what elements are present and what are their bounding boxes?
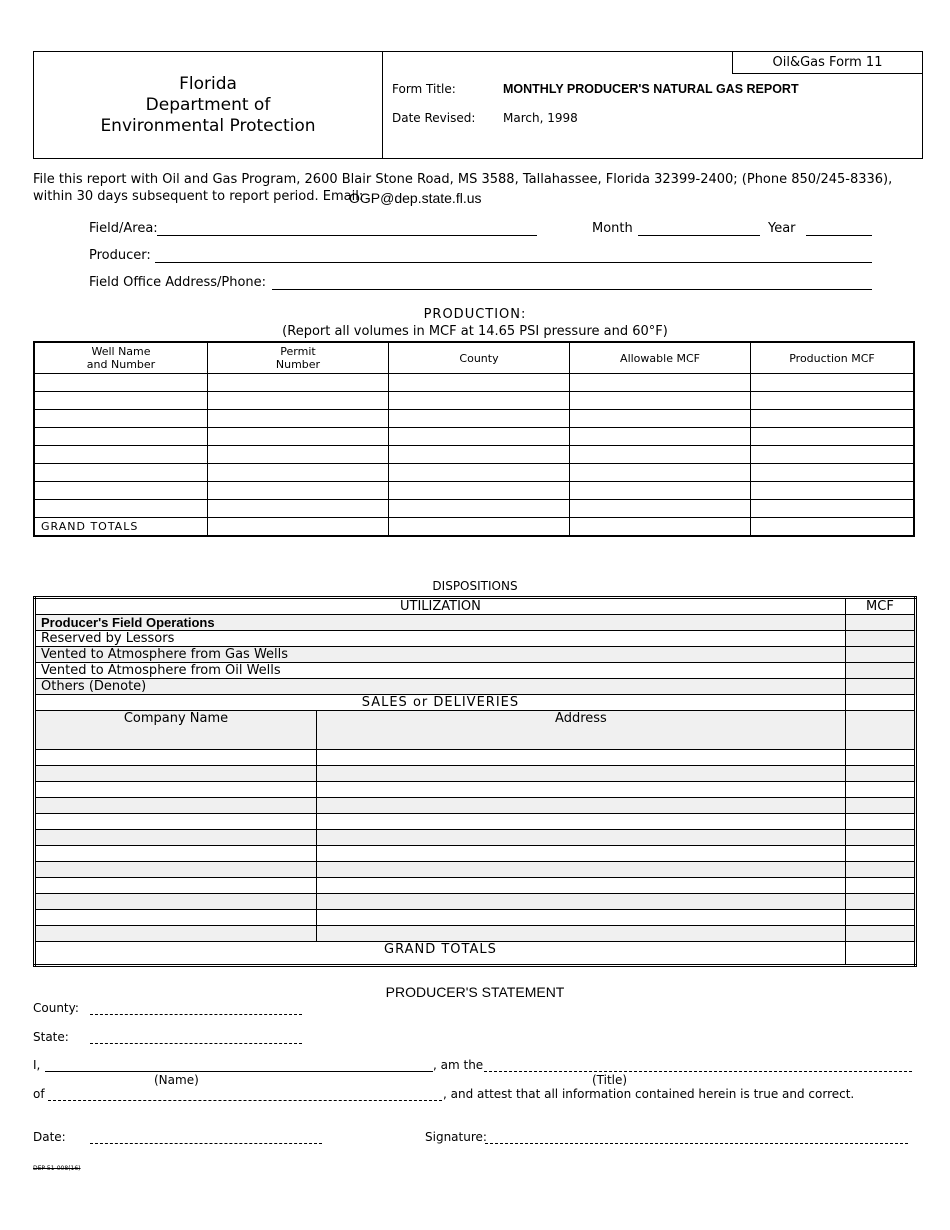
attest-text: , and attest that all information contained herein is true and correct.: [443, 1087, 855, 1101]
table-row: [34, 482, 914, 500]
production-title: PRODUCTION:: [423, 307, 527, 322]
table-cell[interactable]: [389, 464, 570, 482]
table-cell[interactable]: [34, 410, 208, 428]
company-name-input[interactable]: [35, 750, 317, 766]
table-cell[interactable]: [208, 518, 389, 537]
dispositions-title: DISPOSITIONS: [432, 579, 518, 593]
office-label: Field Office Address/Phone:: [89, 275, 267, 290]
address-input[interactable]: [317, 862, 846, 878]
table-header-row: [34, 342, 914, 374]
office-input[interactable]: [272, 275, 872, 290]
utilization-label: Reserved by Lessors: [35, 631, 846, 647]
company-name-input[interactable]: [35, 846, 317, 862]
county-label: County:: [33, 1001, 79, 1015]
mcf-input[interactable]: [845, 631, 915, 647]
state-label: State:: [33, 1030, 69, 1044]
column-header: County: [389, 342, 570, 374]
agency-line: Environmental Protection: [100, 115, 316, 136]
mcf-input[interactable]: [845, 894, 915, 910]
year-input[interactable]: [806, 221, 872, 236]
company-name-input[interactable]: [35, 766, 317, 782]
table-cell[interactable]: [389, 374, 570, 392]
sales-header-row: [35, 695, 916, 711]
table-cell[interactable]: [751, 518, 915, 537]
mcf-input[interactable]: [845, 679, 915, 695]
mcf-input[interactable]: [845, 615, 915, 631]
table-cell[interactable]: [34, 392, 208, 410]
table-cell[interactable]: [570, 374, 751, 392]
company-name-input[interactable]: [35, 798, 317, 814]
company-name-input[interactable]: [35, 782, 317, 798]
table-cell[interactable]: [570, 446, 751, 464]
mcf-input[interactable]: [845, 798, 915, 814]
table-cell[interactable]: [570, 518, 751, 537]
utilization-row: [35, 647, 916, 663]
table-row: [35, 830, 916, 846]
name-caption: (Name): [154, 1073, 199, 1087]
company-name-input[interactable]: [35, 910, 317, 926]
production-table: [33, 341, 915, 537]
utilization-row: [35, 631, 916, 647]
table-cell[interactable]: [208, 392, 389, 410]
table-row: [34, 500, 914, 518]
table-row: [34, 410, 914, 428]
table-cell[interactable]: [34, 500, 208, 518]
utilization-row: [35, 679, 916, 695]
utilization-label: Vented to Atmosphere from Oil Wells: [35, 663, 846, 679]
table-cell[interactable]: [751, 392, 915, 410]
address-input[interactable]: [317, 830, 846, 846]
table-cell[interactable]: [751, 446, 915, 464]
table-cell[interactable]: [570, 410, 751, 428]
year-label: Year: [768, 221, 796, 236]
signature-input[interactable]: [485, 1129, 908, 1144]
of-label: of: [33, 1087, 45, 1101]
mcf-input[interactable]: [845, 830, 915, 846]
month-input[interactable]: [638, 221, 760, 236]
table-row: [35, 910, 916, 926]
table-cell[interactable]: [389, 392, 570, 410]
title-caption: (Title): [592, 1073, 628, 1087]
mcf-input[interactable]: [845, 782, 915, 798]
company-name-header: Company Name: [35, 711, 317, 750]
mcf-input[interactable]: [845, 750, 915, 766]
utilization-row: [35, 615, 916, 631]
column-header: Allowable MCF: [570, 342, 751, 374]
table-cell[interactable]: [570, 464, 751, 482]
table-cell[interactable]: [208, 410, 389, 428]
table-header-row: [35, 598, 916, 615]
grand-totals-row: [35, 942, 916, 966]
company-name-input[interactable]: [35, 830, 317, 846]
date-label: Date:: [33, 1130, 66, 1144]
column-header: Permit Number: [208, 342, 389, 374]
company-name-input[interactable]: [35, 894, 317, 910]
column-header: Production MCF: [751, 342, 915, 374]
address-input[interactable]: [317, 846, 846, 862]
table-cell[interactable]: [208, 482, 389, 500]
name-input[interactable]: [45, 1057, 433, 1072]
table-cell[interactable]: [389, 482, 570, 500]
form-header: [33, 51, 923, 159]
signature-label: Signature:: [425, 1130, 487, 1144]
table-cell[interactable]: [208, 464, 389, 482]
address-input[interactable]: [317, 782, 846, 798]
table-row: [35, 862, 916, 878]
company-name-input[interactable]: [35, 814, 317, 830]
county-input[interactable]: [90, 1000, 302, 1015]
dispositions-table: [33, 596, 917, 967]
mcf-input[interactable]: [845, 695, 915, 711]
instructions-line2: within 30 days subsequent to report period. Email:: [33, 189, 364, 204]
date-input[interactable]: [90, 1129, 322, 1144]
utilization-row: [35, 663, 916, 679]
address-input[interactable]: [317, 814, 846, 830]
table-cell[interactable]: [389, 446, 570, 464]
month-label: Month: [592, 221, 633, 236]
table-row: [35, 750, 916, 766]
table-row: [35, 814, 916, 830]
address-header: Address: [317, 711, 846, 750]
table-row: [34, 392, 914, 410]
grand-totals-mcf[interactable]: [845, 942, 915, 966]
table-row: [35, 878, 916, 894]
production-subtitle: (Report all volumes in MCF at 14.65 PSI pressure and 60°F): [282, 324, 668, 339]
date-revised-label: Date Revised:: [392, 111, 476, 125]
form-title: MONTHLY PRODUCER'S NATURAL GAS REPORT: [503, 82, 799, 96]
address-input[interactable]: [317, 910, 846, 926]
table-cell[interactable]: [570, 392, 751, 410]
table-row: [35, 894, 916, 910]
utilization-label: Vented to Atmosphere from Gas Wells: [35, 647, 846, 663]
table-cell[interactable]: [751, 482, 915, 500]
mcf-input[interactable]: [845, 647, 915, 663]
table-cell[interactable]: [751, 410, 915, 428]
table-cell[interactable]: [34, 446, 208, 464]
agency-name: [34, 52, 383, 158]
address-input[interactable]: [317, 878, 846, 894]
address-input[interactable]: [317, 894, 846, 910]
table-cell[interactable]: [34, 464, 208, 482]
date-revised: March, 1998: [503, 111, 578, 125]
table-cell[interactable]: [34, 374, 208, 392]
company-name-input[interactable]: [35, 926, 317, 942]
table-cell[interactable]: [570, 482, 751, 500]
form-title-label: Form Title:: [392, 82, 456, 96]
i-label: I,: [33, 1058, 41, 1072]
email-link[interactable]: OGP@dep.state.fl.us: [349, 190, 482, 206]
table-row: [34, 446, 914, 464]
mcf-input[interactable]: [845, 862, 915, 878]
field-area-label: Field/Area:: [89, 221, 158, 236]
producer-input[interactable]: [155, 248, 872, 263]
mcf-input[interactable]: [845, 846, 915, 862]
utilization-label: Others (Denote): [35, 679, 846, 695]
state-input[interactable]: [90, 1029, 302, 1044]
sales-column-row: [35, 711, 916, 750]
table-row: [34, 374, 914, 392]
mcf-input[interactable]: [845, 663, 915, 679]
utilization-header: UTILIZATION: [35, 598, 846, 615]
table-row: [34, 464, 914, 482]
am-the-label: , am the: [433, 1058, 484, 1072]
table-cell[interactable]: [34, 482, 208, 500]
table-cell[interactable]: [751, 500, 915, 518]
table-cell[interactable]: [751, 464, 915, 482]
form-number: Oil&Gas Form 11: [732, 52, 922, 74]
agency-line: Department of: [145, 94, 271, 115]
company-name-input[interactable]: [35, 878, 317, 894]
utilization-label: Producer's Field Operations: [35, 615, 846, 631]
mcf-header: MCF: [845, 598, 915, 615]
agency-line: Florida: [179, 73, 237, 94]
address-input[interactable]: [317, 798, 846, 814]
address-input[interactable]: [317, 750, 846, 766]
instructions-line1: File this report with Oil and Gas Program, 2600 Blair Stone Road, MS 3588, Tallahassee, Florida 32399-2400; (Phone 850/245-8336),: [33, 172, 893, 187]
title-input[interactable]: [484, 1057, 912, 1072]
grand-totals-label: GRAND TOTALS: [34, 518, 208, 537]
table-cell[interactable]: [389, 410, 570, 428]
table-row: [35, 782, 916, 798]
company-input[interactable]: [48, 1086, 442, 1101]
producer-label: Producer:: [89, 248, 151, 263]
table-row: [35, 766, 916, 782]
address-input[interactable]: [317, 926, 846, 942]
table-cell[interactable]: [389, 518, 570, 537]
field-area-input[interactable]: [157, 221, 537, 236]
table-cell[interactable]: [389, 500, 570, 518]
mcf-input[interactable]: [845, 814, 915, 830]
statement-title: PRODUCER'S STATEMENT: [385, 984, 565, 1000]
mcf-input[interactable]: [845, 926, 915, 942]
mcf-input[interactable]: [845, 711, 915, 750]
table-cell[interactable]: [208, 374, 389, 392]
mcf-input[interactable]: [845, 910, 915, 926]
grand-totals-row: [34, 518, 914, 537]
mcf-input[interactable]: [845, 766, 915, 782]
table-cell[interactable]: [570, 500, 751, 518]
column-header: Well Name and Number: [34, 342, 208, 374]
table-cell[interactable]: [208, 500, 389, 518]
table-row: [35, 926, 916, 942]
grand-totals-label: GRAND TOTALS: [35, 942, 846, 966]
table-cell[interactable]: [570, 428, 751, 446]
sales-header: SALES or DELIVERIES: [35, 695, 846, 711]
table-cell[interactable]: [389, 428, 570, 446]
table-cell[interactable]: [34, 428, 208, 446]
table-row: [35, 798, 916, 814]
table-row: [34, 428, 914, 446]
table-cell[interactable]: [208, 428, 389, 446]
table-cell[interactable]: [751, 428, 915, 446]
address-input[interactable]: [317, 766, 846, 782]
form-code: DEP 51-008(16): [33, 1165, 81, 1172]
table-cell[interactable]: [751, 374, 915, 392]
company-name-input[interactable]: [35, 862, 317, 878]
mcf-input[interactable]: [845, 878, 915, 894]
table-cell[interactable]: [208, 446, 389, 464]
table-row: [35, 846, 916, 862]
